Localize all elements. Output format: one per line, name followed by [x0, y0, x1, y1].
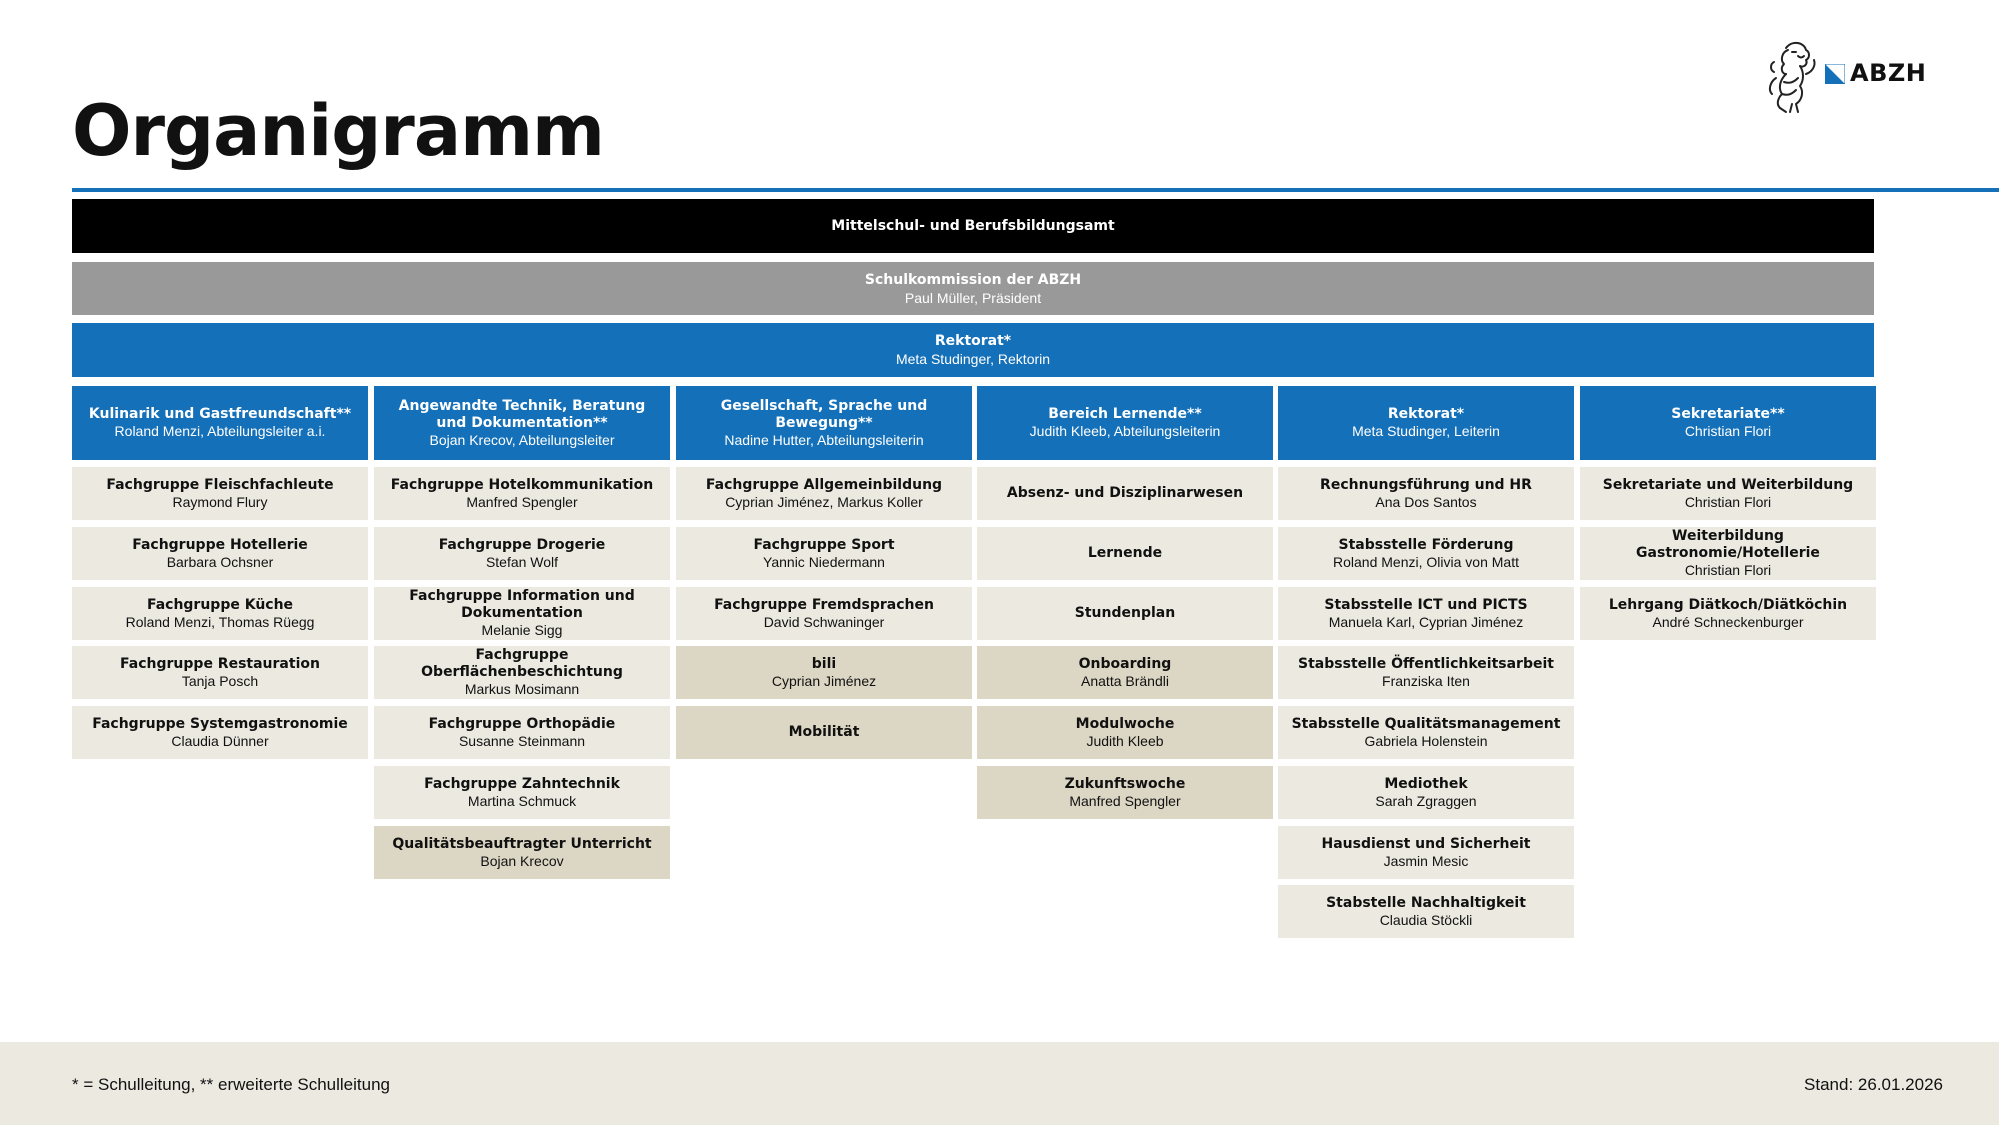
unit-person: David Schwaninger — [763, 613, 885, 630]
org-unit — [72, 527, 368, 580]
unit-title: Fachgruppe Sport — [753, 536, 895, 553]
unit-person: Markus Mosimann — [464, 681, 580, 697]
org-unit — [1278, 646, 1574, 699]
unit-title: Fachgruppe Hotelkommunikation — [390, 476, 654, 493]
department-header — [72, 386, 368, 460]
org-unit — [72, 587, 368, 640]
node-person: Paul Müller, Präsident — [904, 289, 1042, 306]
unit-person: Roland Menzi, Olivia von Matt — [1333, 553, 1519, 570]
department-head: Christian Flori — [1684, 423, 1772, 439]
unit-person: Martina Schmuck — [467, 792, 577, 809]
org-unit — [676, 706, 972, 759]
unit-title: Onboarding — [1078, 655, 1172, 672]
org-unit — [1278, 527, 1574, 580]
unit-person: Anatta Brändli — [1081, 672, 1169, 689]
unit-person: Sarah Zgraggen — [1375, 792, 1477, 809]
unit-title: Stabstelle Nachhaltigkeit — [1326, 894, 1526, 911]
stand-date: Stand: 26.01.2026 — [1804, 1075, 1943, 1094]
department-head: Roland Menzi, Abteilungsleiter a.i. — [114, 423, 326, 439]
page-title: Organigramm — [72, 90, 604, 172]
org-unit — [72, 467, 368, 520]
unit-title: Rechnungsführung und HR — [1320, 476, 1532, 493]
org-unit — [676, 527, 972, 580]
node-person: Meta Studinger, Rektorin — [895, 351, 1051, 367]
unit-person: Stefan Wolf — [485, 553, 559, 570]
unit-title: Qualitätsbeauftragter Unterricht — [392, 835, 652, 852]
unit-person: Manfred Spengler — [1069, 792, 1181, 809]
node-title: Schulkommission der ABZH — [864, 271, 1082, 288]
department-title: Angewandte Technik, Beratung und Dokumentation** — [398, 397, 646, 431]
org-unit — [676, 646, 972, 699]
unit-title: Lernende — [1087, 545, 1163, 561]
zurich-lion-icon — [1762, 38, 1822, 116]
unit-person: Yannic Niedermann — [763, 553, 885, 570]
department-title: Kulinarik und Gastfreundschaft** — [88, 406, 352, 422]
org-unit — [977, 527, 1273, 580]
org-unit — [977, 467, 1273, 520]
unit-person: Cyprian Jiménez — [771, 672, 877, 689]
unit-title: Fachgruppe Systemgastronomie — [92, 715, 348, 732]
title-divider — [72, 188, 1999, 192]
node-title: Mittelschul- und Berufsbildungsamt — [831, 218, 1115, 234]
unit-person: Judith Kleeb — [1086, 732, 1164, 749]
unit-person: Franziska Iten — [1382, 672, 1470, 689]
node-schulkommission — [72, 262, 1874, 315]
org-unit — [1278, 706, 1574, 759]
department-title: Sekretariate** — [1671, 406, 1785, 422]
org-unit — [676, 467, 972, 520]
unit-title: Fachgruppe Drogerie — [438, 536, 606, 553]
unit-title: Fachgruppe Allgemeinbildung — [705, 476, 943, 493]
abzh-logo — [1762, 38, 1932, 118]
org-unit — [374, 766, 670, 819]
node-title: Rektorat* — [934, 333, 1012, 349]
department-title: Bereich Lernende** — [1048, 406, 1202, 422]
unit-person: Raymond Flury — [172, 493, 268, 510]
unit-title: Fachgruppe Küche — [146, 596, 294, 613]
org-unit — [374, 587, 670, 640]
org-unit — [1580, 587, 1876, 640]
org-unit — [374, 706, 670, 759]
unit-title: Fachgruppe Restauration — [120, 655, 320, 672]
department-head: Nadine Hutter, Abteilungsleiterin — [724, 431, 924, 448]
unit-person: André Schneckenburger — [1652, 613, 1804, 630]
unit-person: Barbara Ochsner — [166, 553, 274, 570]
unit-title: Fachgruppe Fremdsprachen — [714, 596, 934, 613]
unit-title: bili — [811, 655, 837, 672]
unit-title: Stabsstelle Förderung — [1338, 536, 1514, 553]
unit-person: Christian Flori — [1684, 562, 1772, 578]
unit-title: Hausdienst und Sicherheit — [1321, 835, 1531, 852]
node-amt — [72, 199, 1874, 253]
department-header — [1580, 386, 1876, 460]
unit-title: Fachgruppe Information und Dokumentation — [409, 588, 635, 621]
org-unit — [1278, 826, 1574, 879]
unit-title: Fachgruppe Orthopädie — [428, 715, 616, 732]
node-rektorat — [72, 323, 1874, 377]
department-header — [676, 386, 972, 460]
org-unit — [374, 467, 670, 520]
org-unit — [374, 646, 670, 699]
unit-person: Jasmin Mesic — [1383, 852, 1469, 869]
unit-person: Christian Flori — [1684, 493, 1772, 510]
department-head: Meta Studinger, Leiterin — [1352, 423, 1500, 439]
unit-title: Stundenplan — [1074, 605, 1176, 621]
org-unit — [676, 587, 972, 640]
footer — [0, 1042, 1999, 1125]
unit-person: Roland Menzi, Thomas Rüegg — [125, 613, 315, 630]
unit-title: Fachgruppe Oberflächenbeschichtung — [421, 647, 623, 680]
org-unit — [72, 706, 368, 759]
org-unit — [1278, 885, 1574, 938]
department-header — [1278, 386, 1574, 460]
unit-title: Modulwoche — [1075, 715, 1175, 732]
unit-person: Gabriela Holenstein — [1364, 732, 1488, 749]
org-unit — [1580, 467, 1876, 520]
logo-text: ABZH — [1850, 59, 1927, 87]
unit-title: Fachgruppe Zahntechnik — [424, 775, 620, 792]
unit-title: Weiterbildung Gastronomie/Hotellerie — [1636, 528, 1820, 561]
unit-title: Mobilität — [788, 724, 860, 740]
unit-title: Lehrgang Diätkoch/Diätköchin — [1608, 596, 1848, 613]
org-unit — [977, 646, 1273, 699]
department-title: Rektorat* — [1387, 406, 1465, 422]
unit-person: Tanja Posch — [181, 672, 259, 689]
unit-title: Mediothek — [1384, 775, 1468, 792]
org-unit — [977, 587, 1273, 640]
org-unit — [1278, 766, 1574, 819]
department-header — [374, 386, 670, 460]
org-unit — [72, 646, 368, 699]
org-unit — [977, 766, 1273, 819]
unit-person: Claudia Dünner — [171, 732, 269, 749]
unit-title: Fachgruppe Fleischfachleute — [106, 476, 334, 493]
org-unit — [1278, 467, 1574, 520]
unit-person: Melanie Sigg — [481, 622, 563, 638]
unit-title: Stabsstelle Öffentlichkeitsarbeit — [1298, 655, 1554, 672]
org-unit — [374, 527, 670, 580]
org-unit — [1278, 587, 1574, 640]
unit-person: Claudia Stöckli — [1379, 911, 1473, 928]
footnote-legend: * = Schulleitung, ** erweiterte Schulleitung — [72, 1075, 390, 1094]
unit-person: Manuela Karl, Cyprian Jiménez — [1328, 613, 1524, 630]
unit-title: Absenz- und Disziplinarwesen — [1006, 485, 1244, 501]
org-unit — [1580, 527, 1876, 580]
unit-title: Stabsstelle Qualitätsmanagement — [1291, 715, 1561, 732]
department-title: Gesellschaft, Sprache und Bewegung** — [720, 397, 928, 431]
department-head: Bojan Krecov, Abteilungsleiter — [429, 431, 615, 448]
department-head: Judith Kleeb, Abteilungsleiterin — [1029, 423, 1221, 439]
unit-person: Bojan Krecov — [480, 852, 564, 869]
unit-title: Stabsstelle ICT und PICTS — [1324, 596, 1528, 613]
unit-title: Fachgruppe Hotellerie — [132, 536, 308, 553]
unit-person: Manfred Spengler — [466, 493, 578, 510]
org-unit — [374, 826, 670, 879]
unit-title: Sekretariate und Weiterbildung — [1602, 476, 1854, 493]
unit-person: Susanne Steinmann — [458, 732, 586, 749]
zurich-flag-icon — [1825, 64, 1845, 84]
department-header — [977, 386, 1273, 460]
unit-title: Zukunftswoche — [1064, 775, 1186, 792]
unit-person: Cyprian Jiménez, Markus Koller — [725, 493, 923, 510]
unit-person: Ana Dos Santos — [1375, 493, 1477, 510]
org-unit — [977, 706, 1273, 759]
